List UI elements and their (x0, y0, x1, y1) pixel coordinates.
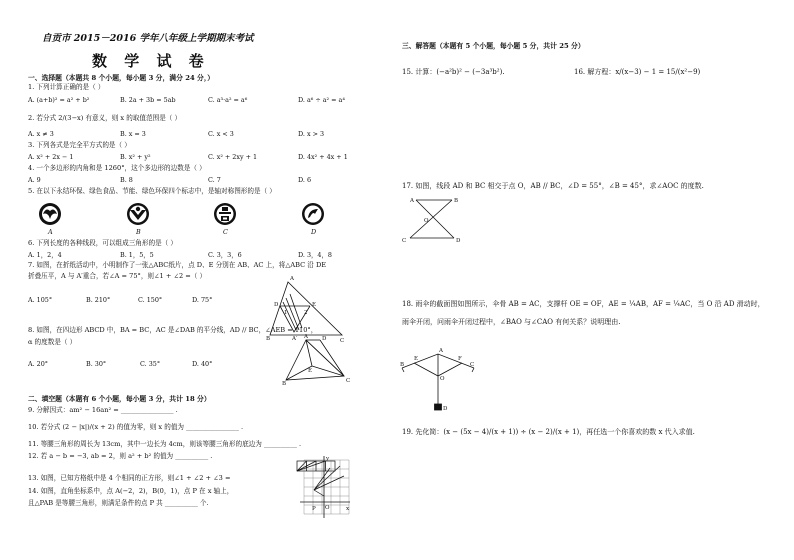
q10-text: 10. 若分式 (2 − |x|)/(x + 2) 的值为零，则 x 的值为 ________________ . (28, 423, 244, 431)
q18-text-line2: 雨伞开闭，问雨伞开闭过程中，∠BAO 与∠CAO 有何关系？说明理由. (402, 318, 621, 326)
q3-option-c: C. x² + 2xy + 1 (208, 153, 258, 161)
q6-stem: 6. 下列长度的各种线段，可以组成三角形的是（ ） (28, 239, 177, 247)
q8-label-b: B (282, 381, 287, 387)
q18-text-line1: 18. 雨伞的截面图如图所示，伞骨 AB = AC，支撑杆 OE = OF，AE = ¼AB，AF = ¼AC，当 O 沿 AD 滑动时， (402, 300, 765, 308)
q11-text: 11. 等腰三角形的周长为 13cm，其中一边长为 4cm，则该等腰三角形的底边为 __________ . (28, 440, 302, 448)
q8-stem-line2: α 的度数是（ ） (28, 338, 77, 346)
q14-label-o: O (325, 505, 330, 511)
q14-label-p: P (312, 506, 316, 512)
q13-text: 13. 如图，已知方格纸中是 4 个相同的正方形，则∠1 + ∠2 + ∠3 = (28, 474, 231, 482)
q5-label-a: A (48, 228, 53, 236)
q4-option-a: A. 9 (28, 176, 41, 184)
q2-stem: 2. 若分式 2/(3−x) 有意义，则 x 的取值范围是（ ） (28, 114, 182, 122)
q15-text: 15. 计算：(−a²b)² − (−3a³b²). (402, 68, 505, 76)
section1-heading: 一、选择题（本题共 8 个小题，每小题 3 分，满分 24 分，） (28, 74, 215, 82)
q17-label-a: A (410, 198, 414, 204)
q8-quadrilateral-figure (282, 336, 352, 386)
q2-option-d: D. x > 3 (298, 130, 325, 138)
q1-option-d: D. a⁶ ÷ a² = a⁴ (298, 96, 345, 104)
energy-saving-logo-c (213, 202, 237, 226)
q14-label-y: y (326, 456, 330, 462)
q7-label-c: C (340, 338, 345, 344)
q2-option-a: A. x ≠ 3 (28, 130, 54, 138)
q16-text: 16. 解方程：x/(x−3) − 1 = 15/(x²−9) (574, 68, 701, 76)
q4-option-b: B. 8 (120, 176, 133, 184)
q7-stem-line1: 7. 如图，在折纸活动中，小明制作了一张△ABC纸片，点 D、E 分别在 AB、AC 上，将△ABC 沿 DE (28, 261, 327, 269)
q5-label-d: D (311, 228, 317, 236)
q6-option-d: D. 3，4，8 (298, 251, 332, 259)
q7-label-a-prime: A′ (292, 336, 298, 342)
q18-label-d: D (443, 406, 448, 412)
q14-text-line2: 且△PAB 是等腰三角形，则满足条件的点 P 共 __________ 个. (28, 499, 209, 507)
q17-label-b: B (454, 198, 459, 204)
q18-label-o: O (440, 376, 445, 382)
q8-label-d: D (322, 336, 327, 342)
q18-label-f: F (458, 356, 462, 362)
q14-text-line1: 14. 如图，直角坐标系中，点 A(−2，2)，B(0，1)，点 P 在 x 轴上， (28, 487, 234, 495)
q6-option-b: B. 1，5，5 (120, 251, 154, 259)
q18-label-e: E (414, 356, 419, 362)
q3-option-a: A. x² + 2x − 1 (28, 153, 74, 161)
q7-option-b: B. 210° (86, 296, 111, 304)
q1-option-c: C. a³·a² = a⁶ (208, 96, 248, 104)
q2-option-c: C. x < 3 (208, 130, 234, 138)
green-food-logo-b (126, 202, 150, 226)
q7-label-1: 1 (284, 310, 288, 316)
q5-label-c: C (223, 228, 228, 236)
q7-label-a: A (290, 276, 294, 282)
q8-label-a: A (304, 334, 308, 340)
q7-label-b: B (266, 336, 271, 342)
q7-label-d: D (274, 302, 279, 308)
q2-option-b: B. x = 3 (120, 130, 146, 138)
q7-option-d: D. 75° (192, 296, 213, 304)
q6-option-a: A. 1，2，4 (28, 251, 62, 259)
q1-option-b: B. 2a + 3b = 5ab (120, 96, 176, 104)
q9-text: 9. 分解因式：am² − 16an² = ________________ . (28, 406, 178, 414)
q1-option-a: A. (a+b)² = a² + b² (28, 96, 90, 104)
q19-text: 19. 先化简：(x − (5x − 4)/(x + 1)) ÷ (x − 2)/(x + 1)，再任选一个你喜欢的数 x 代入求值. (402, 428, 695, 436)
q8-option-b: B. 30° (86, 360, 107, 368)
q1-stem: 1. 下列计算正确的是（ ） (28, 83, 105, 91)
q4-stem: 4. 一个多边形的内角和是 1260°，这个多边形的边数是（ ） (28, 164, 206, 172)
q18-label-b: B (400, 362, 405, 368)
section3-heading: 三、解答题（本题有 5 个小题，每小题 5 分，共计 25 分） (402, 42, 585, 50)
q17-label-d: D (456, 238, 461, 244)
q12-text: 12. 若 a − b = −3, ab = 2，则 a² + b² 的值为 __________ . (28, 452, 213, 460)
q3-option-b: B. x² + y² (120, 153, 151, 161)
q5-label-b: B (136, 228, 141, 236)
q18-label-c: C (470, 362, 475, 368)
q17-label-o: O (424, 218, 429, 224)
q7-option-c: C. 150° (138, 296, 163, 304)
q17-text: 17. 如图，线段 AD 和 BC 相交于点 O，AB // BC，∠D = 55°，∠B = 45°，求∠AOC 的度数. (402, 182, 704, 190)
exam-title: 自贡市 2015－2016 学年八年级上学期期末考试 (42, 33, 254, 44)
q8-label-c: C (346, 378, 351, 384)
section2-heading: 二、填空题（本题有 6 个小题，每小题 3 分，共计 18 分） (28, 395, 211, 403)
q3-stem: 3. 下列各式是完全平方式的是（ ） (28, 141, 131, 149)
green-environment-logo-d (301, 202, 325, 226)
q8-option-c: C. 35° (140, 360, 161, 368)
q7-label-e: E (312, 302, 317, 308)
q18-label-a: A (439, 348, 443, 354)
q4-option-c: C. 7 (208, 176, 221, 184)
q7-stem-line2: 折叠压平，A 与 A′重合，若∠A = 75°，则∠1 + ∠2 =（ ） (28, 272, 207, 280)
q7-option-a: A. 105° (28, 296, 53, 304)
q18-umbrella-figure (400, 346, 476, 412)
q3-option-d: D. 4x² + 4x + 1 (298, 153, 348, 161)
q8-option-a: A. 20° (28, 360, 49, 368)
q6-option-c: C. 3，3，6 (208, 251, 242, 259)
q14-coordinate-grid (300, 456, 350, 518)
q5-stem: 5. 在以下永结环保、绿色食品、节能、绿色环保四个标志中，是轴对称图形的是（ ） (28, 187, 276, 195)
q8-label-e: E (308, 368, 313, 374)
q14-label-x: x (346, 506, 350, 512)
q8-stem-line1: 8. 如图，在四边形 ABCD 中，BA = BC，AC 是∠DAB 的平分线，AD // BC，∠AEB = 110°， (28, 326, 318, 334)
q7-label-2: 2 (304, 310, 308, 316)
q8-option-d: D. 40° (192, 360, 213, 368)
q4-option-d: D. 6 (298, 176, 312, 184)
recycle-logo-a (38, 202, 62, 226)
exam-subject: 数 学 试 卷 (92, 52, 210, 70)
q17-label-c: C (402, 238, 407, 244)
q17-intersecting-segments-figure (402, 194, 462, 246)
